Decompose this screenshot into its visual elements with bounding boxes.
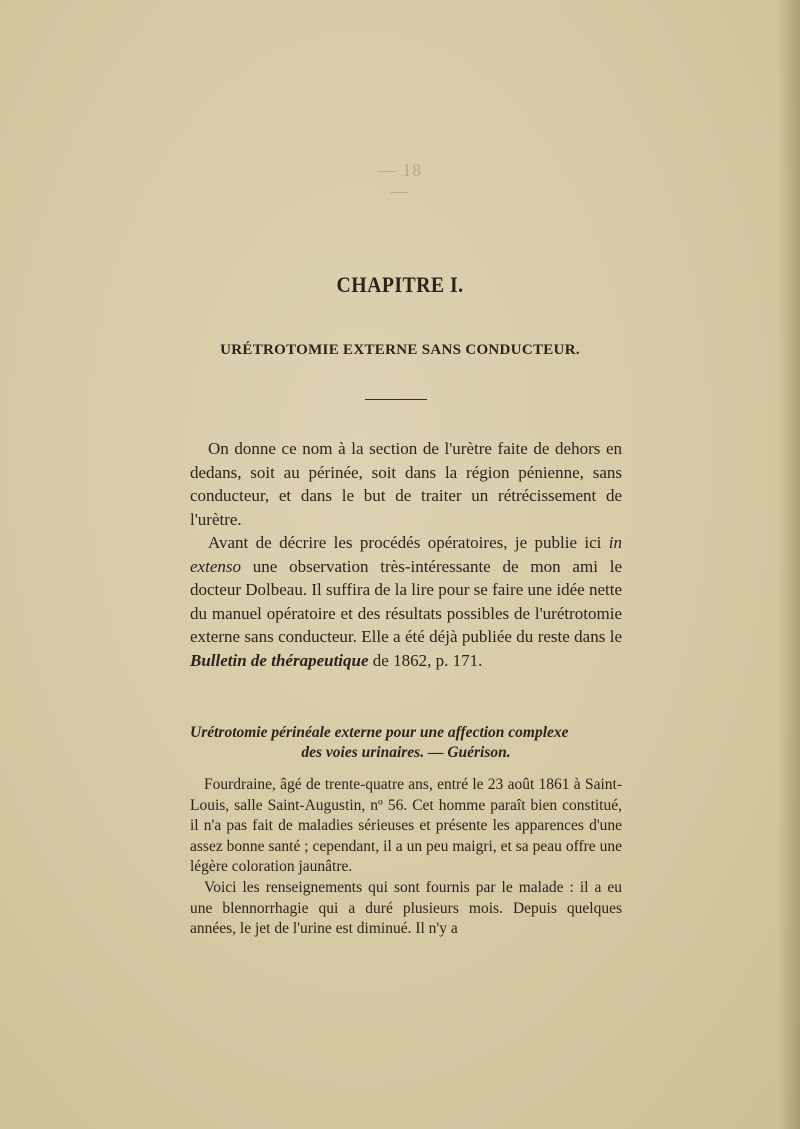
observation-title-line-2: des voies urinaires. — Guérison. xyxy=(301,744,511,761)
intro-p2-italic: in extenso xyxy=(190,533,622,576)
intro-p2-text-a: Avant de décrire les procédés opératoires, je publie ici xyxy=(208,533,609,552)
chapter-subtitle: URÉTROTOMIE EXTERNE SANS CONDUCTEUR. xyxy=(220,342,580,358)
observation-paragraph-2: Voici les renseignements qui sont fournis par le malade : il a eu une blennorrhagie qui a duré plusieurs mois. Depuis quelques années, le jet de l'urine est diminué. Il n'y a xyxy=(190,878,622,938)
intro-p2-text-c: de 1862, p. 171. xyxy=(368,650,483,670)
observation-text xyxy=(190,775,622,940)
intro-p2-text-b: une observation très-intéressante de mon ami le docteur Dolbeau. Il suffira de la lire pour se faire une idée nette du manuel opératoire et des résultats possibles de l'urétrotomie externe sans conducteur. Elle a été déjà publiée du reste dans le xyxy=(190,556,622,646)
title-divider xyxy=(365,399,427,400)
page-number: — 18 — xyxy=(377,160,423,201)
observation-title xyxy=(190,723,622,763)
intro-text xyxy=(190,437,622,672)
intro-paragraph-2 xyxy=(190,531,622,672)
journal-title: Bulletin de thérapeutique xyxy=(190,650,369,670)
page-edge-shadow xyxy=(778,0,800,1129)
observation-paragraph-1: Fourdraine, âgé de trente-quatre ans, entré le 23 août 1861 à Saint-Louis, salle Saint-Augustin, nº 56. Cet homme paraît bien constitué, il n'a pas fait de maladies sérieuses et présente les apparences d'une assez bonne santé ; cependant, il a un peu maigri, et sa peau offre une légère coloration jaunâtre. xyxy=(190,776,622,876)
observation-title-line-1: Urétrotomie périnéale externe pour une affection complexe xyxy=(190,724,569,741)
intro-paragraph-1: On donne ce nom à la section de l'urètre faite de dehors en dedans, soit au périnée, soit dans la région pénienne, sans conducteur, et dans le but de traiter un rétrécissement de l'urètre. xyxy=(190,439,622,529)
chapter-title: CHAPITRE I. xyxy=(336,272,464,297)
